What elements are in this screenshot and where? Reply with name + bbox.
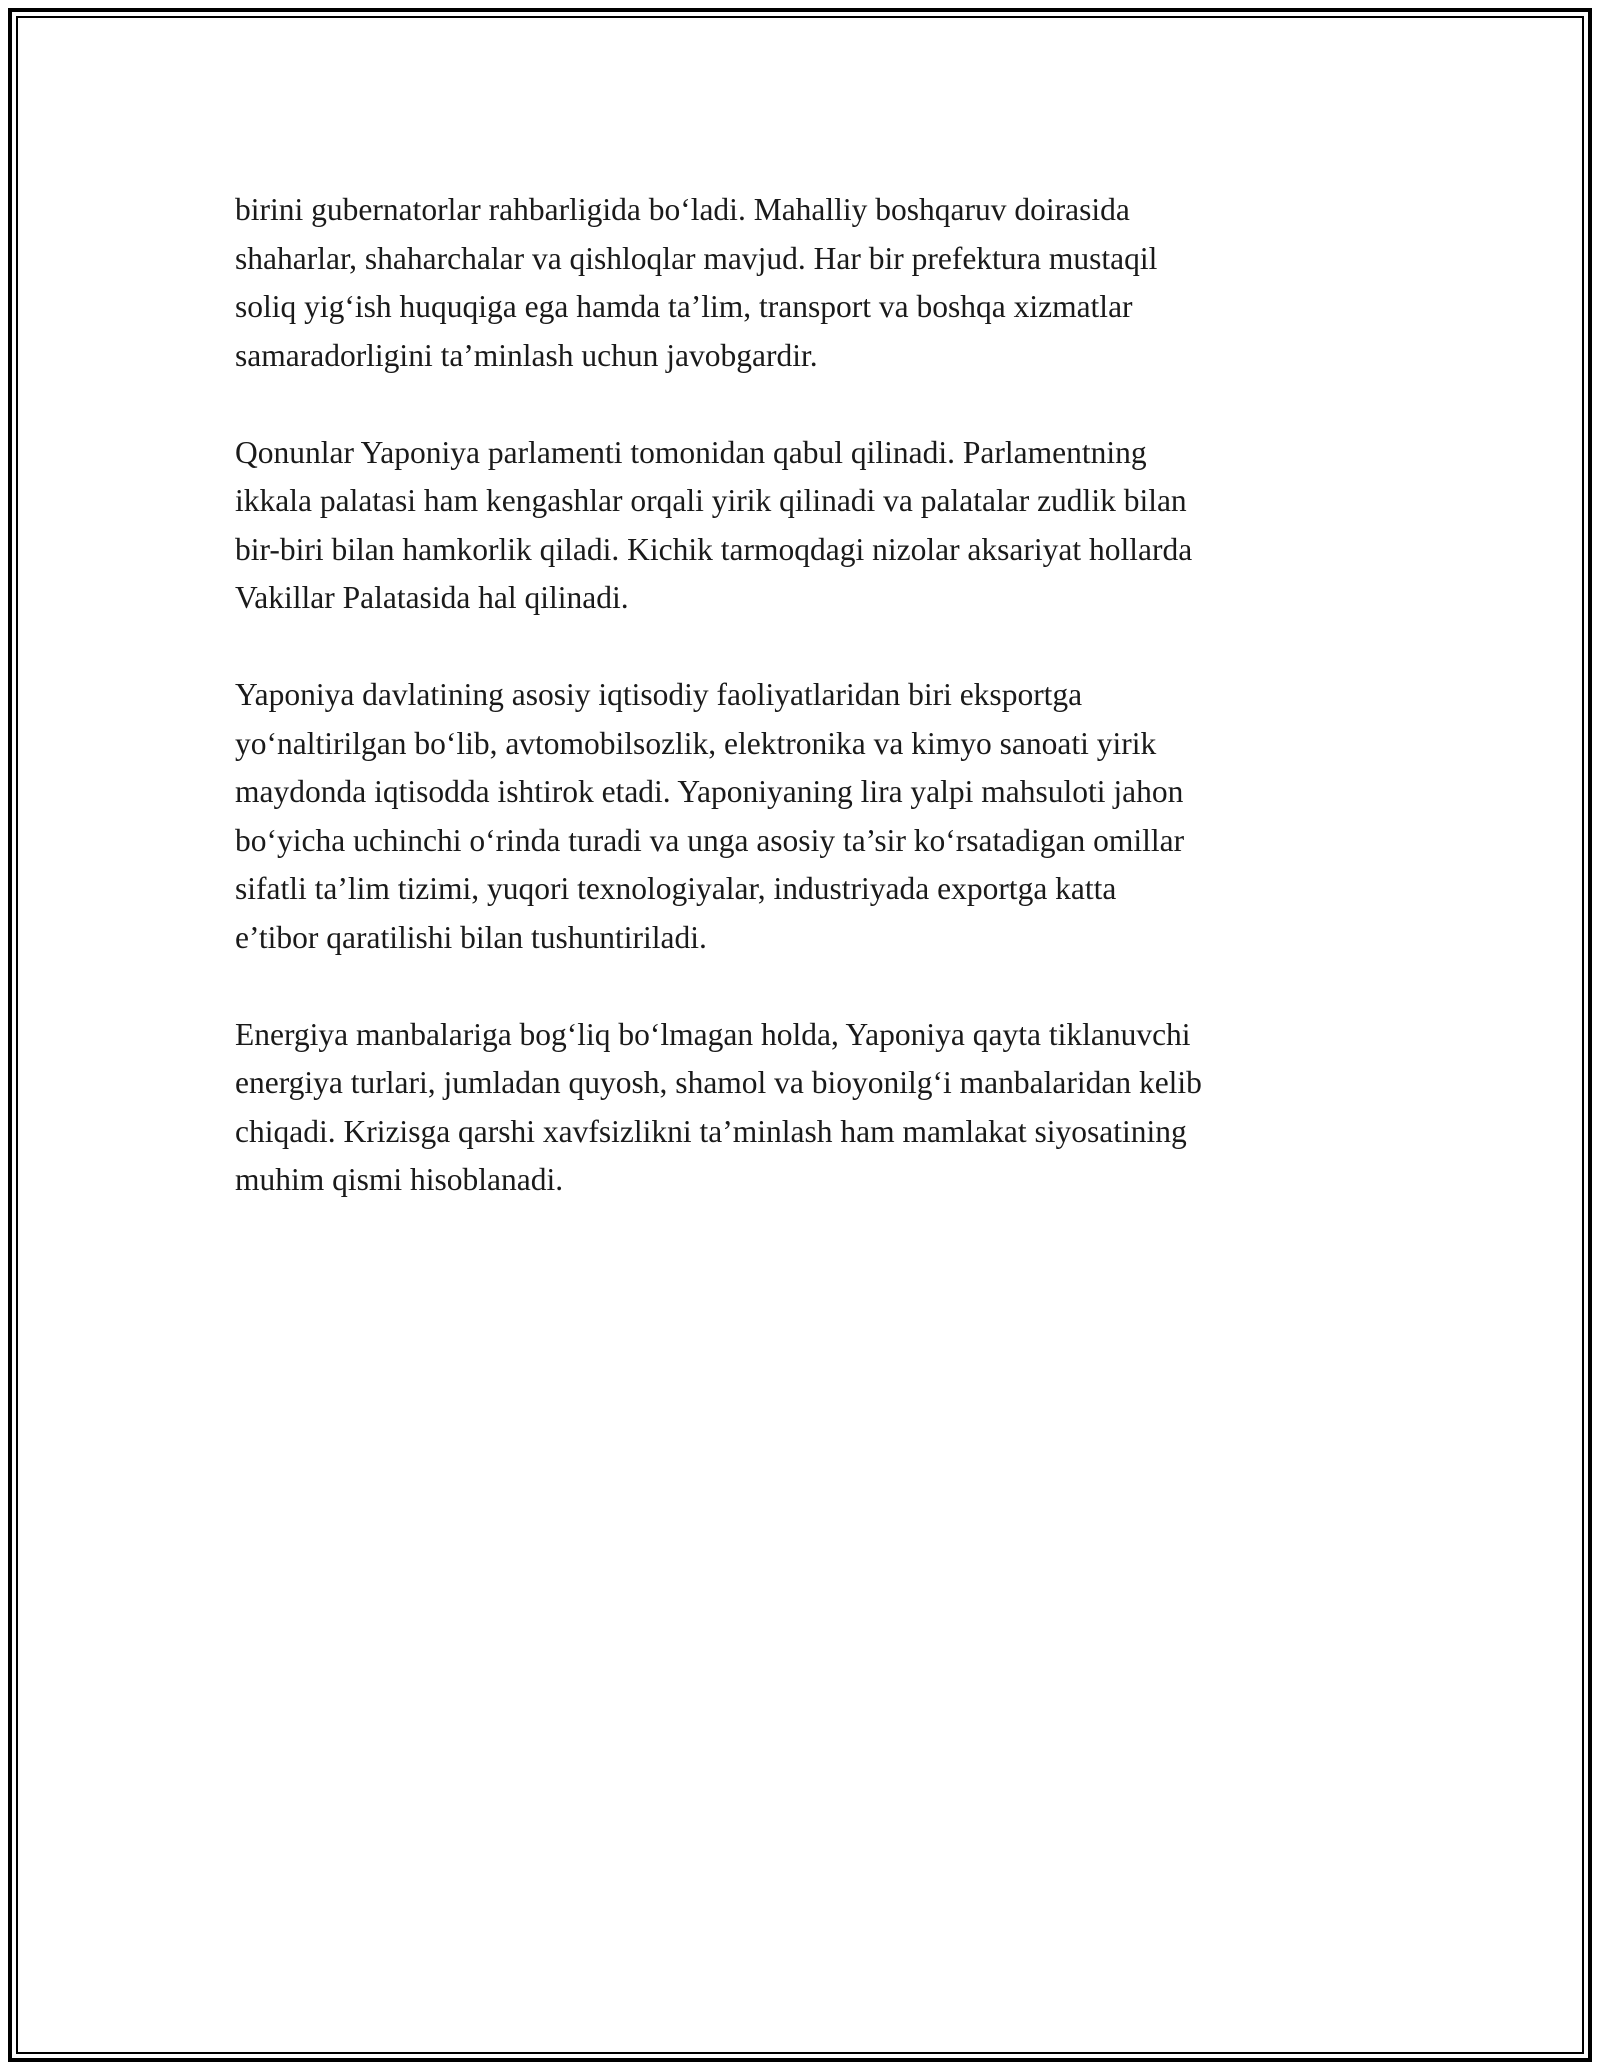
text-line: energiya turlari, jumladan quyosh, shamol va bioyonilg‘i manbalaridan kelib	[235, 1065, 1202, 1100]
text-line: muhim qismi hisoblanadi.	[235, 1162, 564, 1197]
text-line: Energiya manbalariga bog‘liq bo‘lmagan holda, Yaponiya qayta tiklanuvchi	[235, 1016, 1191, 1052]
text-line: Qonunlar Yaponiya parlamenti tomonidan qabul qilinadi. Parlamentning	[235, 434, 1147, 470]
text-line: samaradorligini ta’minlash uchun javobgardir.	[235, 337, 818, 373]
text-line: ikkala palatasi ham kengashlar orqali yirik qilinadi va palatalar zudlik bilan	[235, 483, 1187, 518]
document-body	[235, 186, 1385, 1253]
paragraph-1	[235, 186, 1385, 380]
text-line: chiqadi. Krizisga qarshi xavfsizlikni ta’minlash ham mamlakat siyosatining	[235, 1113, 1187, 1149]
paragraph-2	[235, 429, 1385, 623]
paragraph-4	[235, 1011, 1385, 1205]
text-line: Yaponiya davlatining asosiy iqtisodiy faoliyatlaridan biri eksportga	[235, 677, 1083, 712]
text-line: birini gubernatorlar rahbarligida bo‘ladi. Mahalliy boshqaruv doirasida	[235, 192, 1130, 227]
text-line: soliq yig‘ish huquqiga ega hamda ta’lim, transport va boshqa xizmatlar	[235, 289, 1133, 324]
text-line: maydonda iqtisodda ishtirok etadi. Yaponiyaning lira yalpi mahsuloti jahon	[235, 774, 1184, 809]
text-line: yo‘naltirilgan bo‘lib, avtomobilsozlik, elektronika va kimyo sanoati yirik	[235, 725, 1157, 761]
text-line: shaharlar, shaharchalar va qishloqlar mavjud. Har bir prefektura mustaqil	[235, 240, 1158, 276]
text-line: sifatli ta’lim tizimi, yuqori texnologiyalar, industriyada exportga katta	[235, 871, 1117, 906]
text-line: bo‘yicha uchinchi o‘rinda turadi va unga asosiy ta’sir ko‘rsatadigan omillar	[235, 822, 1185, 858]
paragraph-3	[235, 671, 1385, 962]
text-line: Vakillar Palatasida hal qilinadi.	[235, 580, 629, 615]
text-line: bir-biri bilan hamkorlik qiladi. Kichik tarmoqdagi nizolar aksariyat hollarda	[235, 531, 1193, 567]
text-line: e’tibor qaratilishi bilan tushuntiriladi.	[235, 919, 707, 955]
